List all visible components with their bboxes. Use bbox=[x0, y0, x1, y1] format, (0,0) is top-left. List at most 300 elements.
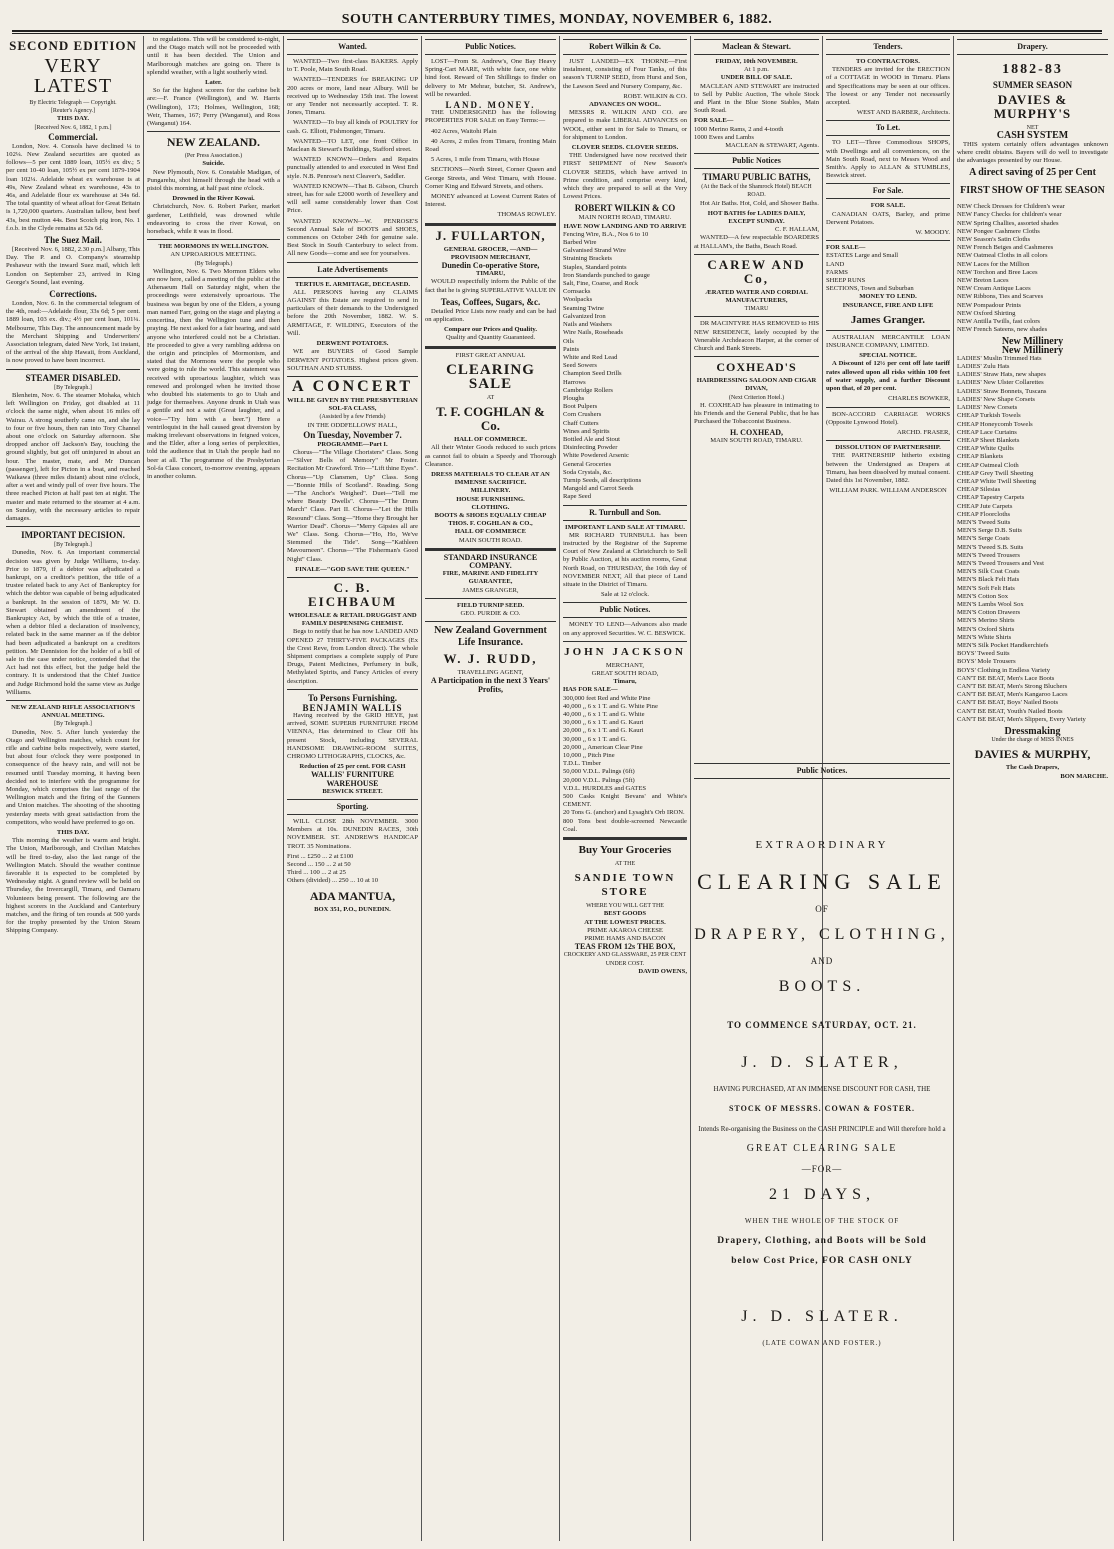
davies-murphy-signature: DAVIES & MURPHY, bbox=[974, 747, 1091, 762]
wool-heading: ADVANCES ON WOOL. bbox=[589, 101, 661, 109]
rowley-signature: THOMAS ROWLEY. bbox=[497, 211, 556, 219]
having-purchased: HAVING PURCHASED, AT AN IMMENSE DISCOUNT FOR CASH, THE bbox=[713, 1085, 931, 1093]
list-item: LADIES' New Ulster Collarettes bbox=[957, 379, 1044, 387]
list-item: Corn Crushers bbox=[563, 411, 602, 419]
column-divider bbox=[283, 36, 284, 1541]
purdie-name: GEO. PURDIE & CO. bbox=[460, 609, 521, 617]
cash-system: CASH SYSTEM bbox=[996, 130, 1069, 142]
oats-ad: CANADIAN OATS, Barley, and prime Derwent Potatoes. bbox=[826, 210, 950, 226]
millinery-heading: MILLINERY. bbox=[470, 487, 511, 495]
clover-text: THE Undersigned have now received their FIRST SHIPMENT of New Season's CLOVER SEEDS, which have arrived in Prime condition, and comprise every kind, which they are prepared to sell at the Very Lowest Prices. bbox=[563, 152, 687, 201]
mormons-heading: THE MORMONS IN WELLINGTON. bbox=[158, 243, 269, 251]
list-item: NEW Oatmeal Cloths in all colors bbox=[957, 252, 1048, 260]
sporting-prize-4: Others (divided) ... 250 ... 10 at 10 bbox=[287, 877, 379, 885]
turnbull-sale: IMPORTANT LAND SALE AT TIMARU. bbox=[565, 523, 685, 531]
groceries-at: AT THE bbox=[614, 861, 636, 868]
baths-address: (At the Back of the Shamrock Hotel) BEACH ROAD. bbox=[701, 184, 812, 199]
list-item: NEW Spring Challies, assorted shades bbox=[957, 219, 1059, 227]
wanted-ad: WANTED KNOWN—W. PENROSE'S Second Annual Sale of BOOTS and SHOES, commences on October 24th for genuine sale. Best Stock in South Canterbury to select from. All new Goods—come and see for yourselves. bbox=[287, 217, 418, 258]
list-item: NEW Torchon and Bree Laces bbox=[957, 268, 1038, 276]
list-item: BOYS' Clothing in Endless Variety bbox=[957, 666, 1051, 674]
participation: A Participation in the next 3 Years' Profits, bbox=[430, 676, 551, 694]
money-to-lend: MONEY TO LEND—Advances also made on any approved Securities. W. C. BESWICK. bbox=[563, 621, 687, 637]
column-7 bbox=[824, 36, 952, 756]
granger-name: James Granger. bbox=[850, 313, 926, 326]
column-1 bbox=[4, 36, 142, 1541]
list-item: CHEAP White Twill Sheeting bbox=[957, 477, 1037, 485]
second-edition-heading: SECOND EDITION bbox=[9, 38, 137, 53]
concert-date: On Tuesday, November 7. bbox=[303, 429, 402, 440]
fullarton-goods: Teas, Coffees, Sugars, &c. bbox=[440, 296, 541, 307]
masthead-rule bbox=[12, 30, 1102, 34]
turnbull-text: MR RICHARD TURNBULL has been instructed by the Registrar of the Supreme Court of New Zealand at Christchurch to Sell by Public Auction, at his auction rooms, Great North Road, on THURSDAY, the 16th day of NOVEMBER NEXT, All that piece of Land situate in the District of Timaru. bbox=[563, 531, 687, 588]
estate-item: SECTIONS, Town and Suburban bbox=[826, 285, 914, 293]
mormons-text: Wellington, Nov. 6. Two Mormon Elders who are now here, called a meeting of the public at the Athenaeum Hall on Saturday night, when the proceedings were extensively uproarious. The business was begun by one of the Elders, a young man named Farr, going on the stage and playing a concertina, then the Wellington tune and then praying. He next asked for a fair hearing, and said anyone who interfered could not be a Christian. He proceeded to give a very rambling address on the origin and principles of Mormonism, and stated that the Mormons were the people who were going to rule the world. This statement was received with uproarious laughter, which was renewed and prolonged when he invited those who doubted his statements to go to Utah and judge for themselves. Anyone drunk in Utah was a gentile and not a saint (Great laughter, and a voice—"Try him with a beer.") Here a ventriloquist in the hall caused great diversion by making irrelevant observations in feigned voices, and the Elder, after a long series of perplexities, told the audience that in Utah the people had no beer at all. The programme of the Presbyterian Sol-fa Class concert, to-morrow evening, appears in another column. bbox=[147, 267, 280, 480]
maclean-date: FRIDAY, 10th NOVEMBER. bbox=[715, 58, 798, 65]
maclean-time: At 1 p.m. bbox=[744, 66, 769, 74]
fullarton-town: TIMARU, bbox=[475, 270, 506, 278]
list-item: MEN'S Tweed Suits bbox=[957, 518, 1011, 526]
land-item: 5 Acres, 1 mile from Timaru, with House bbox=[431, 156, 540, 164]
wilkin-heading: Robert Wilkin & Co. bbox=[563, 39, 687, 55]
coxhead-signature: H. COXHEAD, bbox=[729, 427, 784, 437]
sporting-prize-1: First ... £250 ... 2 at £100 bbox=[287, 852, 354, 860]
slater-name: J. D. SLATER, bbox=[741, 1054, 903, 1071]
carew-sub: ÆRATED WATER AND CORDIAL MANUFACTURERS, bbox=[705, 288, 808, 305]
list-item: Rape Seed bbox=[563, 493, 592, 501]
public-notices-heading-2: Public Notices. bbox=[563, 602, 687, 618]
fullarton-name: J. FULLARTON, bbox=[435, 227, 546, 243]
govt-insurance-heading: New Zealand Government Life Insurance. bbox=[434, 625, 547, 649]
amc-heading: AUSTRALIAN MERCANTILE LOAN INSURANCE COMPANY, LIMITED. bbox=[826, 333, 950, 350]
list-item: 20,000 ,, 6 x 1 T. and G. Kauri bbox=[563, 727, 644, 735]
drapery-clothing: DRAPERY, CLOTHING, bbox=[694, 926, 950, 943]
list-item: Woolpacks bbox=[563, 296, 593, 304]
season-year: 1882-83 bbox=[1002, 62, 1063, 77]
steamer-byline: [By Telegraph.] bbox=[54, 384, 92, 391]
list-item: MEN'S Silk Pocket Handkerchiefs bbox=[957, 641, 1049, 649]
column-divider bbox=[559, 36, 560, 1541]
list-item: Galvanized Iron bbox=[563, 312, 606, 320]
wanted-ad: WANTED KNOWN—That B. Gibson, Church street, has for sale £2000 worth of Jewellery and will sell same considerably lower than Cost Price. bbox=[287, 182, 418, 215]
list-item: Wines and Spirits bbox=[563, 427, 610, 435]
decision-byline: [By Telegraph.] bbox=[54, 542, 92, 549]
coghlan-hall-2: HALL OF COMMERCE bbox=[454, 528, 527, 536]
boots-title: BOOTS. bbox=[778, 978, 866, 995]
special-notice: SPECIAL NOTICE. bbox=[859, 352, 917, 360]
jackson-town: Timaru, bbox=[613, 678, 637, 686]
list-item: CHEAP Floorcloths bbox=[957, 510, 1011, 518]
tenders-to: TO CONTRACTORS. bbox=[856, 58, 920, 65]
rifle-heading: NEW ZEALAND RIFLE ASSOCIATION'S ANNUAL MEETING. bbox=[11, 704, 135, 720]
list-item: NEW French Beiges and Cashmeres bbox=[957, 244, 1054, 252]
this-day-heading: THIS DAY. bbox=[56, 829, 90, 837]
jackson-stock-list bbox=[563, 695, 687, 834]
list-item: 20 Tons G. (anchor) and Lysaght's Orb IRON. bbox=[563, 809, 685, 817]
list-item: CAN'T BE BEAT, Men's Lace Boots bbox=[957, 674, 1055, 682]
column-divider bbox=[421, 36, 422, 1541]
column-5 bbox=[561, 36, 689, 1541]
list-item: 40,000 ,, 6 x 1 T. and G. White Pine bbox=[563, 702, 658, 710]
list-item: MEN'S Cotton Drawers bbox=[957, 609, 1021, 617]
column-8 bbox=[955, 36, 1110, 1541]
for-sale-2: FOR SALE— bbox=[826, 244, 866, 252]
concert-by: WILL BE GIVEN BY THE PRESBYTERIAN SOL-FA CLASS, bbox=[287, 396, 418, 413]
clothing-heading: CLOTHING. bbox=[471, 503, 510, 511]
list-item: NEW Fancy Checks for children's wear bbox=[957, 211, 1062, 219]
insurance-heading: STANDARD INSURANCE COMPANY. bbox=[443, 552, 538, 570]
clearing-text: All their Winter Goods reduced to such prices as cannot fail to obtain a Speedy and Thorough Clearance. bbox=[425, 444, 556, 468]
list-item: Disinfecting Powder bbox=[563, 444, 618, 452]
list-item: CAN'T BE BEAT, Men's Kangaroo Laces bbox=[957, 691, 1068, 699]
concert-assisted: (Assisted by a few Friends) bbox=[319, 414, 386, 421]
estate-item: SHEEP RUNS bbox=[826, 277, 866, 285]
new-millinery: New Millinery bbox=[1001, 336, 1064, 348]
tenders-signature: WEST AND BARBER, Architects. bbox=[856, 109, 950, 117]
wool-text: MESSRS R. WILKIN AND CO. are prepared to make LIBERAL ADVANCES on WOOL, either sent in for Sale to Timaru, or for shipment to London. bbox=[563, 109, 687, 141]
davies-murphy-heading: DAVIES & MURPHY'S bbox=[993, 92, 1072, 122]
uproar-heading: AN UPROARIOUS MEETING. bbox=[170, 251, 257, 259]
column-6 bbox=[692, 36, 821, 756]
drowned-heading: Drowned in the River Kowai. bbox=[172, 195, 255, 203]
coghlan-hall: HALL OF COMMERCE. bbox=[454, 436, 527, 444]
list-item: NEW Oxford Shirting bbox=[957, 309, 1016, 317]
wanted-ad: WANTED KNOWN—Orders and Repairs punctually attended to and executed in West End style. N.B. Penrose's next Cleaver's, Saddler. bbox=[287, 156, 418, 180]
bon-accord-ad: BON-ACCORD CARRIAGE WORKS (Opposite Lynwood Hotel). bbox=[826, 410, 950, 426]
carew-name: CAREW AND Co, bbox=[707, 256, 806, 286]
list-item: LADIES' Muslin Trimmed Hats bbox=[957, 354, 1042, 362]
sporting-prize-2: Second ... 150 ... 2 at 50 bbox=[287, 861, 351, 869]
rifle-text: Dunedin, Nov. 5. After lunch yesterday the Otago and Wellington matches, which count for rifle and carbine belts respectively, were started, but about four o'clock they were postponed in consequence of the heavy rain, and will not be resumed until Tuesday morning, it having been decided not to interfere with the programme for Monday, which comprises the last range of the Wellington match and the firing of the Gunners and Union matches. The shooting of the shooting yesterday meets with great satisfaction from the competitors, who would have preferred to go on. bbox=[6, 728, 140, 826]
list-item: MEN'S Oxford Shirts bbox=[957, 625, 1015, 633]
drowned-text: Christchurch, Nov. 6. Robert Parker, market gardener, Leithfield, was drowned while endeavoring to cross the river Kowai, on horseback, while it was in flood. bbox=[147, 203, 280, 236]
this-day-text: This morning the weather is warm and bright. The Union, Marlborough, and Civilian Matches will be fired to-day, also the last range of the Wellington Match. Should the weather continue favorable it is expected to be completed by Wednesday night. A grand review will be held on Thursday, the Invercargill, Timaru, and Oamaru Volunteers being present. The following are the highest scorers in the Auckland and Canterbury matches, and the firing of ten rounds at 500 yards for the trophy presented by the Union Steam Shipping Company. bbox=[6, 837, 140, 935]
list-item: MEN'S Soft Felt Hats bbox=[957, 584, 1015, 592]
list-item: Staples, Standard points bbox=[563, 263, 627, 271]
intends-text: Intends Re-organising the Business on the CASH PRINCIPLE and Will therefore hold a bbox=[698, 1125, 946, 1133]
macintyre-ad: DR MACINTYRE HAS REMOVED to HIS NEW RESIDENCE, lately occupied by the Venerable Archdeacon Harper, at the corner of Church and Bank Streets. bbox=[694, 320, 819, 353]
drapery-heading: Drapery. bbox=[957, 39, 1108, 55]
insurance-sub: FIRE, MARINE AND FIDELITY GUARANTEE, bbox=[442, 570, 539, 586]
column-3 bbox=[285, 36, 420, 1541]
sandie-town-store: SANDIE TOWN STORE bbox=[574, 872, 676, 899]
finale: FINALE—"GOD SAVE THE QUEEN." bbox=[295, 565, 410, 573]
list-item: NEW Season's Satin Cloths bbox=[957, 236, 1031, 244]
estate-item: LAND bbox=[826, 260, 845, 268]
list-item: CAN'T BE BEAT, Youth's Nailed Boots bbox=[957, 707, 1063, 715]
list-item: White and Red Lead bbox=[563, 353, 618, 361]
jackson-has: HAS FOR SALE— bbox=[563, 686, 618, 694]
land-item: SECTIONS—North Street, Corner Queen and George Streets, and West Timaru, with House. Corner King and Edward Streets, and others. bbox=[425, 166, 556, 190]
clearing-first: FIRST GREAT ANNUAL bbox=[455, 351, 526, 359]
new-millinery-2: New Millinery bbox=[1001, 344, 1064, 356]
ada-mantua: ADA MANTUA, bbox=[309, 888, 396, 903]
column-divider bbox=[143, 36, 144, 1541]
suicide-text: New Plymouth, Nov. 6. Constable Madigan, of Pungarehu, shot himself through the head with a pistol this morning, at half past nine o'clock. bbox=[147, 168, 280, 193]
slater-signature: J. D. SLATER. bbox=[741, 1308, 903, 1325]
received-time: [Received Nov. 6, 1882, 1 p.m.] bbox=[34, 124, 112, 131]
list-item: Paints bbox=[563, 345, 580, 353]
land-item: 40 Acres, 2 miles from Timaru, fronting Main Road bbox=[425, 137, 556, 154]
list-item: MEN'S Tweed Trousers bbox=[957, 551, 1020, 559]
concert-title: A CONCERT bbox=[291, 377, 414, 395]
coxhead-text: H. COXHEAD has pleasure in intimating to his Friends and the General Public, that he has Purchased the Tobacconist Business. bbox=[694, 401, 819, 426]
corrections-text: London, Nov. 6. In the commercial telegram of the 4th, read:—Adelaide flour, 33s 6d; 5 per cent. 1889 loan, 103 ex. div.; 4½ per cent loan, 101¼. Melbourne, This Day. The announcement made by the Merchant Shipping and Underwriters' Association telegram, dated New York, 1st instant, of the arrival of the ship Hawaii, from Auckland, is now proved to have been incorrect. bbox=[6, 300, 140, 365]
rifle-continued: to regulations. This will be considered to-night, and the Otago match will not be proceeded with until it has been decided. The Union and Marlborough matches are going on. There is splendid weather, with a light southerly wind. bbox=[147, 36, 280, 76]
suez-text: [Received Nov. 6, 1882, 2.30 p.m.] Albany, This Day. The P. and O. Company's steamship Peshawur with the inward Suez mail, which left London on September 23, arrived in King George's Sound, last evening. bbox=[6, 246, 140, 286]
fullarton-sub: GENERAL GROCER, —AND— PROVISION MERCHANT, bbox=[443, 245, 538, 261]
maclean-heading: Maclean & Stewart. bbox=[694, 39, 819, 55]
list-item: Fencing Wire, B.A., Nos 6 to 10 bbox=[563, 230, 649, 238]
discount-text: A Discount of 12½ per cent off late tariff rates allowed upon all risks within 100 feet of water supply, and a further Discount upon that, of 20 per cent. bbox=[826, 360, 950, 393]
list-item: 500 Casks Knight Bevans' and White's CEMENT. bbox=[563, 793, 687, 809]
eichbaum-name: C. B. EICHBAUM bbox=[308, 579, 397, 609]
house-furnishing: HOUSE FURNISHING. bbox=[456, 495, 525, 503]
for-sale-sub: FOR SALE. bbox=[870, 202, 906, 210]
rudd-sub: TRAVELLING AGENT, bbox=[457, 669, 524, 677]
list-item: Soda Crystals, &c. bbox=[563, 468, 613, 476]
coxhead-sub: HAIRDRESSING SALOON AND CIGAR DIVAN, bbox=[696, 377, 817, 393]
drapery-sold: Drapery, Clothing, and Boots will be Sold bbox=[717, 1236, 927, 1246]
list-item: CHEAP White Quilts bbox=[957, 445, 1014, 453]
list-item: Ploughs bbox=[563, 394, 585, 402]
coghlan-address: MAIN SOUTH ROAD. bbox=[458, 536, 523, 544]
maclean-text: MACLEAN AND STEWART are instructed to Sell by Public Auction, The whole Stock and Plant in the Blue Stone Stables, Main South Road. bbox=[694, 82, 819, 115]
wallis-street: BESWICK STREET. bbox=[322, 787, 383, 795]
list-item: Champion Seed Drills bbox=[563, 370, 622, 378]
teas-offer: TEAS FROM 12s THE BOX, bbox=[574, 942, 676, 952]
bon-marche: BON MARCHE. bbox=[1060, 772, 1108, 780]
column-4 bbox=[423, 36, 558, 1541]
eichbaum-text: Begs to notify that he has now LANDED AND OPENED 27 THIRTY-FIVE PACKAGES (Ex the Crest Reve, from London direct). The whole Shipment comprises a complete supply of Pure Drugs, Patent Medicines, Perfumery in bulk, Methylated Spirits, and Fancy Articles of every description. bbox=[287, 628, 418, 685]
list-item: CAN'T BE BEAT, Men's Slippers, Every Variety bbox=[957, 715, 1086, 723]
dress-materials: DRESS MATERIALS TO CLEAR AT AN IMMENSE SACRIFICE. bbox=[431, 470, 550, 487]
potatoes-text: WE are BUYERS of Good Sample DERWENT POTATOES. Highest prices given. SOUTHAN AND STUBBS. bbox=[287, 348, 418, 372]
list-item: V.D.L. HURDLES and GATES bbox=[563, 784, 647, 792]
tenders-heading: Tenders. bbox=[826, 39, 950, 55]
maclean-bill: UNDER BILL OF SALE. bbox=[720, 74, 793, 82]
column-2 bbox=[145, 36, 282, 1541]
baths-text: Hot Air Baths. Hot, Cold, and Shower Baths. bbox=[700, 199, 819, 207]
wallis-reduction: Reduction of 25 per cent. FOR CASH bbox=[299, 763, 406, 771]
list-item: General Groceries bbox=[563, 460, 612, 468]
list-item: MEN'S Silk Coat Coats bbox=[957, 568, 1020, 576]
public-notices-heading: Public Notices. bbox=[425, 39, 556, 55]
armitage-heading: TERTIUS E. ARMITAGE, DECEASED. bbox=[294, 280, 411, 288]
coghlan-name: THOS. F. COGHLAN & CO., bbox=[448, 520, 533, 528]
estate-item: FARMS bbox=[826, 268, 848, 276]
potatoes-heading: DERWENT POTATOES. bbox=[316, 340, 389, 348]
list-item: T.D.L. Timber bbox=[563, 760, 601, 768]
wanted-ad: WANTED—Two first-class BAKERS. Apply to T. Poole, Main South Road. bbox=[287, 58, 418, 74]
cash-intro: THIS system certainly offers advantages unknown where credit obtains. Bayers will do well to investigate the advantages presented by our House. bbox=[957, 140, 1108, 165]
panel-and: AND bbox=[810, 956, 834, 966]
list-item: CHEAP Tapestry Carpets bbox=[957, 494, 1025, 502]
late-cowan: (LATE COWAN AND FOSTER.) bbox=[762, 1339, 882, 1347]
list-item: 20,000 ,, American Clear Pine bbox=[563, 743, 643, 751]
wilkin-name: ROBERT WILKIN & CO bbox=[574, 203, 676, 214]
rifle-byline: [By Telegraph.] bbox=[54, 721, 92, 728]
list-item: 40,000 ,, 6 x 1 T. and G. White bbox=[563, 711, 645, 719]
twenty-one-days: 21 DAYS, bbox=[768, 1186, 876, 1203]
agency: [Reuter's Agency.] bbox=[50, 108, 96, 115]
list-item: LADIES' Straw Bonnets, Tuscans bbox=[957, 387, 1047, 395]
to-let-text: TO LET—Three Commodious SHOPS, with Dwellings and all conveniences, on the Main South Road, next to Messrs Wood and Smith's. Apply to ALLAN & STUMBLES, Beswick street. bbox=[826, 139, 950, 180]
list-item: MEN'S Serge Coats bbox=[957, 535, 1010, 543]
to-let-heading: To Let. bbox=[826, 120, 950, 136]
list-item: 20,000 V.D.L. Palings (5ft) bbox=[563, 776, 635, 784]
maclean-item: 1000 Ewes and Lambs bbox=[694, 133, 754, 141]
list-item: NEW Antilla Twills, fast colors bbox=[957, 318, 1040, 326]
public-notices-heading-3: Public Notices bbox=[694, 153, 819, 169]
list-item: 30,000 ,, 6 x 1 T. and G. Kauri bbox=[563, 719, 644, 727]
list-item: Salt, Fine, Coarse, and Rock bbox=[563, 280, 639, 288]
list-item: Oils bbox=[563, 337, 574, 345]
land-item: 402 Acres, Waitohi Plain bbox=[431, 127, 497, 135]
panel-notices-heading: Public Notices. bbox=[694, 763, 950, 779]
list-item: CHEAP Sheet Blankets bbox=[957, 436, 1020, 444]
list-item: White Powdered Arsenic bbox=[563, 452, 629, 460]
coxhead-address: (Next Criterion Hotel.) bbox=[728, 394, 785, 401]
tenders-text: TENDERS are invited for the ERECTION of a COTTAGE in WOOD in Timaru. Plans and Specifications may be seen at our offices. The lowest or any Tender not necessarily accepted. bbox=[826, 66, 950, 107]
boarders-ad: WANTED—A few respectable BOARDERS at HALLAM's, the Baths, Beach Road. bbox=[694, 234, 819, 250]
baths-heading: TIMARU PUBLIC BATHS, bbox=[702, 172, 811, 183]
list-item: 50,000 V.D.L. Palings (6ft) bbox=[563, 768, 635, 776]
column-divider bbox=[690, 36, 691, 1541]
fullarton-quality: Quality and Quantity Guaranteed. bbox=[445, 334, 536, 342]
list-item: NEW Pompadour Prints bbox=[957, 301, 1021, 309]
insurance-line: INSURANCE, FIRE AND LIFE bbox=[842, 301, 934, 309]
list-item: LADIES' Zulu Hats bbox=[957, 363, 1010, 371]
list-item: Seaming Twine bbox=[563, 304, 604, 312]
baths-ladies: HOT BATHS for LADIES DAILY, EXCEPT SUNDAY. bbox=[707, 209, 806, 226]
list-item: Mangold and Carrot Seeds bbox=[563, 485, 634, 493]
rudd-name: W. J. RUDD, bbox=[443, 651, 538, 667]
steamer-text: Blenheim, Nov. 6. The steamer Mohaka, which left Wellington on Friday, got disabled at 11 o'clock the same night, when about 16 miles off Wairau. A strong southerly came on, and she lay to four or five hours, then ran into Tory Channel about one o'clock on Saturday afternoon. She dropped anchor off Jackson's Bay, touching the ground slightly, but got off uninjured in about an hour. The master, mate, and Mr Duncan (passenger), left for Picton in a boat, and reached Waikawa (three miles distant) about nine o'clock, after a wet and windy pull of over five hours. The three reached Picton at half past ten at night. The master and mate returned to the steamer at 4 a.m. on Sunday, with the necessary articles to repair damages. bbox=[6, 391, 140, 522]
list-item: MEN'S Lambs Wool Sox bbox=[957, 600, 1024, 608]
direct-saving: A direct saving of 25 per Cent bbox=[969, 167, 1096, 179]
furnishing-heading: To Persons Furnishing. bbox=[308, 692, 397, 703]
wilkin-landed: JUST LANDED—EX THORNE—First instalment, consisting of Four Tanks, of this season's TURNIP SEED, from Hurst and Son, the Lawson Seed and Nursery Company, &c. bbox=[563, 58, 687, 90]
byline: By Electric Telegraph — Copyright. bbox=[29, 100, 117, 106]
list-item: MEN'S Tweed S.B. Suits bbox=[957, 543, 1024, 551]
list-item: CHEAP Grey Twill Sheeting bbox=[957, 469, 1034, 477]
cowan-foster-stock: STOCK OF MESSRS. COWAN & FOSTER. bbox=[728, 1104, 916, 1113]
maclean-signature: MACLEAN & STEWART, Agents. bbox=[725, 142, 819, 150]
list-item: CHEAP Jute Carpets bbox=[957, 502, 1013, 510]
insurance-agent: JAMES GRANGER, bbox=[462, 586, 519, 594]
list-item: CHEAP Blankets bbox=[957, 453, 1004, 461]
list-item: NEW Cream Antique Laces bbox=[957, 285, 1031, 293]
list-item: BOYS' Mole Trousers bbox=[957, 658, 1016, 666]
turnip-heading: FIELD TURNIP SEED. bbox=[456, 601, 525, 609]
list-item: 800 Tons best double-screened Newcastle Coal. bbox=[563, 817, 687, 833]
groceries-text: WHERE YOU WILL GET THE bbox=[586, 903, 664, 910]
list-item: CHEAP Honeycomb Towels bbox=[957, 420, 1033, 428]
this-day-label: THIS DAY. bbox=[56, 115, 90, 123]
clearing-sale-panel bbox=[692, 760, 952, 1541]
ada-address: BOX 351, P.O., DUNEDIN. bbox=[314, 905, 391, 913]
list-item: Iron Standards punched to gauge bbox=[563, 271, 650, 279]
armitage-text: ALL PERSONS having any CLAIMS AGAINST this Estate are required to send in particulars of their demands to the Undersigned before the 20th November, 1882. W. S. ARMITAGE, F. WILDING, Executors of the Will. bbox=[287, 288, 418, 337]
list-item: LADIES' New Corsets bbox=[957, 404, 1018, 412]
coxhead-main: MAIN SOUTH ROAD, TIMARU. bbox=[710, 436, 803, 444]
below-cost: below Cost Price, FOR CASH ONLY bbox=[731, 1256, 913, 1266]
list-item: MEN'S Black Felt Hats bbox=[957, 576, 1020, 584]
wanted-ad: WANTED—To buy all kinds of POULTRY for cash. G. Elliott, Fishmonger, Timaru. bbox=[287, 119, 418, 135]
carew-town: TIMARU bbox=[744, 306, 769, 313]
commence-date: TO COMMENCE SATURDAY, OCT. 21. bbox=[727, 1020, 917, 1030]
clearing-at: AT bbox=[486, 394, 495, 401]
programme-heading: PROGRAMME—Part I. bbox=[317, 440, 388, 448]
list-item: Cambridge Rollers bbox=[563, 386, 613, 394]
list-item: CHEAP Turkish Towels bbox=[957, 412, 1021, 420]
boots-heading: BOOTS & SHOES EQUALLY CHEAP bbox=[434, 511, 547, 519]
wilkin-arrive: HAVE NOW LANDING AND TO ARRIVE bbox=[563, 222, 687, 230]
list-item: CHEAP Lace Curtains bbox=[957, 428, 1017, 436]
sporting-prize-3: Third ... 100 ... 2 at 25 bbox=[287, 869, 346, 877]
when-whole-stock: WHEN THE WHOLE OF THE STOCK OF bbox=[744, 1217, 900, 1225]
akaroa-cheese: PRIME AKAROA CHEESE bbox=[587, 926, 663, 934]
jackson-address: GREAT SOUTH ROAD, bbox=[591, 670, 659, 677]
wilkin-address: MAIN NORTH ROAD, TIMARU. bbox=[578, 214, 672, 222]
list-item: NEW Pongee Cashmere Cloths bbox=[957, 227, 1040, 235]
list-item: 300,000 feet Red and White Pine bbox=[563, 694, 651, 702]
nz-heading: NEW ZEALAND. bbox=[166, 135, 261, 150]
list-item: CAN'T BE BEAT, Men's Strong Bluchers bbox=[957, 683, 1068, 690]
first-show: FIRST SHOW OF THE SEASON bbox=[960, 185, 1105, 197]
suicide-heading: Suicide. bbox=[202, 160, 225, 168]
list-item: LADIES' Straw Hats, new shapes bbox=[957, 371, 1046, 379]
suez-heading: The Suez Mail. bbox=[44, 235, 102, 246]
list-item: MEN'S Cotton Sox bbox=[957, 592, 1009, 600]
list-item: CHEAP Oatmeal Cloth bbox=[957, 461, 1019, 469]
concert-venue: IN THE ODDFELLOWS' HALL, bbox=[307, 421, 398, 429]
commercial-text: London, Nov. 4. Consols have declined ¼ to 102¼. New Zealand securities are quoted as follows—5 per cent 1889 loan, 105½ ex div.; 5 per cent 10-40 loan, 105½ ex per cent 1879-1904 loan 102¼. Adelaide wheat ex warehouse is at 49s, New Zealand wheat ex warehouse, 43s to 46s, and Adelaide flour ex warehouse at 34s 6d. The total quantity of wheat afloat for Great Britain is 1,720,000 quarters. Australian tallow, best beef 43s, best mutton 44s. Best Scotch pig iron, No. 1 f.o.b. in the Clyde remains at 52s 6d. bbox=[6, 142, 140, 232]
for-sale-heading: For Sale. bbox=[826, 183, 950, 199]
nz-byline: (Per Press Association.) bbox=[184, 153, 243, 160]
maclean-forsale: FOR SALE— bbox=[694, 117, 734, 125]
list-item: 30,000 ,, 6 x 1 T. and G. bbox=[563, 735, 627, 743]
fraser-signature: ARCHD. FRASER, bbox=[897, 428, 950, 436]
turnbull-heading: R. Turnbull and Son. bbox=[563, 505, 687, 521]
land-money-heading: LAND. MONEY. bbox=[445, 100, 536, 111]
wallis-text: Having received by the GRID HEYE, just arrived, SOME SUPERB FURNITURE FROM VIENNA, Has determined to Clear Off his present Stock, including SEVERAL HANDSOME DRAWING-ROOM SUITES, CHROMO LITHOGRAPHS, CLOCKS, &c. bbox=[287, 712, 418, 761]
groceries-lowest: AT THE LOWEST PRICES. bbox=[584, 918, 666, 926]
programme-text: Chorus—"The Village Choristers" Class. Song—"Silver Bells of Memory" Mr Foster. Recitation Mr Crawford. Trio—"Lift thine Eyes". Chorus—"Up Clansmen, Up" Class. Song—"Bonnie Hills of Scotland". Reading. Song—"The Anchor's Weighed". Duet—"Tell me where Beauty Dwells". Chorus—"The Drum March" Class. Part II. Chorus—"Let the Hills Resound" Class. Song—"Home they Brought her Warrior Dead". Chorus—"Merry Gipsies all are We" Class. Song. Chorus—"Ho, Ho, We've Stemmed the Tide". Song—"Kathleen Mavourneen". Chorus—"The Fisherman's Good Night" Class. bbox=[287, 448, 418, 563]
wilkin-stock-list bbox=[563, 231, 687, 502]
jackson-sub: MERCHANT, bbox=[605, 661, 645, 669]
money-to-lend-2: MONEY TO LEND. bbox=[859, 293, 917, 301]
wanted-ad: WANTED—TO LET, one front Office in Maclean & Stewart's Buildings, Stafford street. bbox=[287, 137, 418, 154]
new-goods-list bbox=[957, 203, 1108, 334]
masthead-title: SOUTH CANTERBURY TIMES, MONDAY, NOVEMBER 6, 1882. bbox=[341, 12, 773, 27]
wallis-warehouse: WALLIS' FURNITURE WAREHOUSE bbox=[311, 770, 394, 788]
list-item: NEW French Sateens, new shades bbox=[957, 326, 1048, 334]
panel-for: —FOR— bbox=[801, 1164, 843, 1174]
list-item: MEN'S Serge D.B. Suits bbox=[957, 527, 1022, 535]
lost-ad: LOST—From St. Andrew's, One Bay Heavy Spring-Cart MARE, with white face, one white hind foot. Reward of Ten Shillings to finder on delivery to Mr Mehrar, butcher, St. Andrew's, will be rewarded. bbox=[425, 58, 556, 98]
dissolution-signature: WILLIAM PARK. WILLIAM ANDERSON bbox=[829, 487, 947, 495]
maclean-item: 1000 Merino Rams, 2 and 4-tooth bbox=[694, 125, 784, 133]
jackson-name: JOHN JACKSON bbox=[564, 645, 686, 658]
later-heading: Later. bbox=[205, 79, 222, 87]
hams-bacon: PRIME HAMS AND BACON bbox=[584, 935, 666, 943]
owens-signature: DAVID OWENS, bbox=[638, 967, 687, 975]
fullarton-text: WOULD respectfully inform the Public of the fact that he is giving SUPERLATIVE VALUE IN bbox=[425, 278, 556, 294]
dressmaking-sub: Under the charge of MISS INNES bbox=[991, 737, 1074, 744]
list-item: MEN'S Merino Shirts bbox=[957, 617, 1015, 625]
